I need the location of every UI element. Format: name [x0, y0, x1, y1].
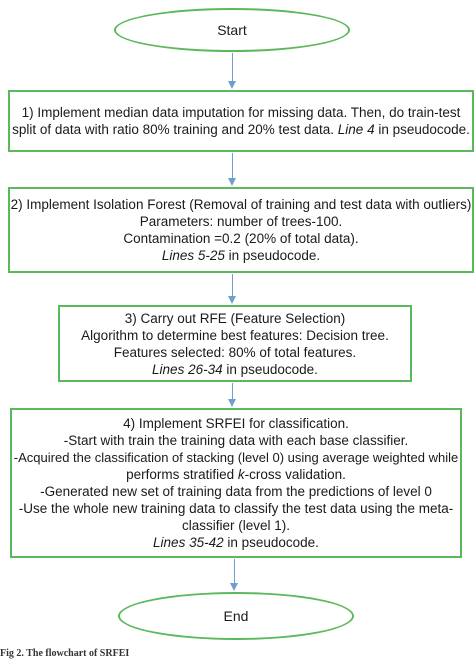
arrow-step4-to-end	[228, 559, 240, 591]
step4-line7: classifier (level 1).	[181, 518, 291, 533]
end-terminal	[118, 592, 354, 640]
arrow-step2-to-step3	[226, 274, 238, 304]
step4-line2: -Start with train the training data with each base classifier.	[63, 433, 409, 448]
step4-line5: -Generated new set of training data from the predictions of level 0	[40, 484, 432, 499]
step2-line2: Parameters: number of trees-100.	[139, 214, 343, 229]
start-terminal	[114, 8, 350, 52]
step3-line3: Features selected: 80% of total features.	[113, 344, 357, 360]
figure-caption: Fig 2. The flowchart of SRFEI	[0, 648, 130, 659]
step2-line4: Lines 5-25 in pseudocode.	[161, 248, 321, 263]
step4-line6: -Use the whole new training data to classify the test data using the meta-	[18, 501, 454, 516]
arrow-step3-to-step4	[226, 383, 238, 407]
step3-box	[58, 305, 412, 382]
step3-line2: Algorithm to determine best features: Decision tree.	[81, 327, 389, 343]
step1-box	[8, 90, 474, 152]
step2-line3: Contamination =0.2 (20% of total data).	[123, 231, 359, 246]
end-label: End	[223, 608, 249, 624]
step1-line1: 1) Implement median data imputation for missing data. Then, do train-test	[21, 105, 461, 120]
step4-line4: performs stratified k-cross validation.	[126, 467, 346, 482]
step2-line1: 2) Implement Isolation Forest (Removal of training and test data with outliers)	[10, 197, 472, 212]
step3-line4: Lines 26-34 in pseudocode.	[152, 361, 318, 377]
step3-line1: 3) Carry out RFE (Feature Selection)	[124, 310, 346, 326]
step2-box	[8, 187, 474, 273]
step1-line2: split of data with ratio 80% training and 20% test data. Line 4 in pseudocode.	[12, 122, 470, 137]
arrow-start-to-step1	[226, 53, 238, 89]
arrow-step1-to-step2	[226, 153, 238, 186]
step4-line1: 4) Implement SRFEI for classification.	[123, 416, 349, 431]
start-label: Start	[217, 22, 247, 38]
step4-line8: Lines 35-42 in pseudocode.	[153, 535, 319, 550]
step4-line3: -Acquired the classification of stacking (level 0) using average weighted while	[13, 450, 459, 465]
step4-box	[10, 408, 462, 558]
